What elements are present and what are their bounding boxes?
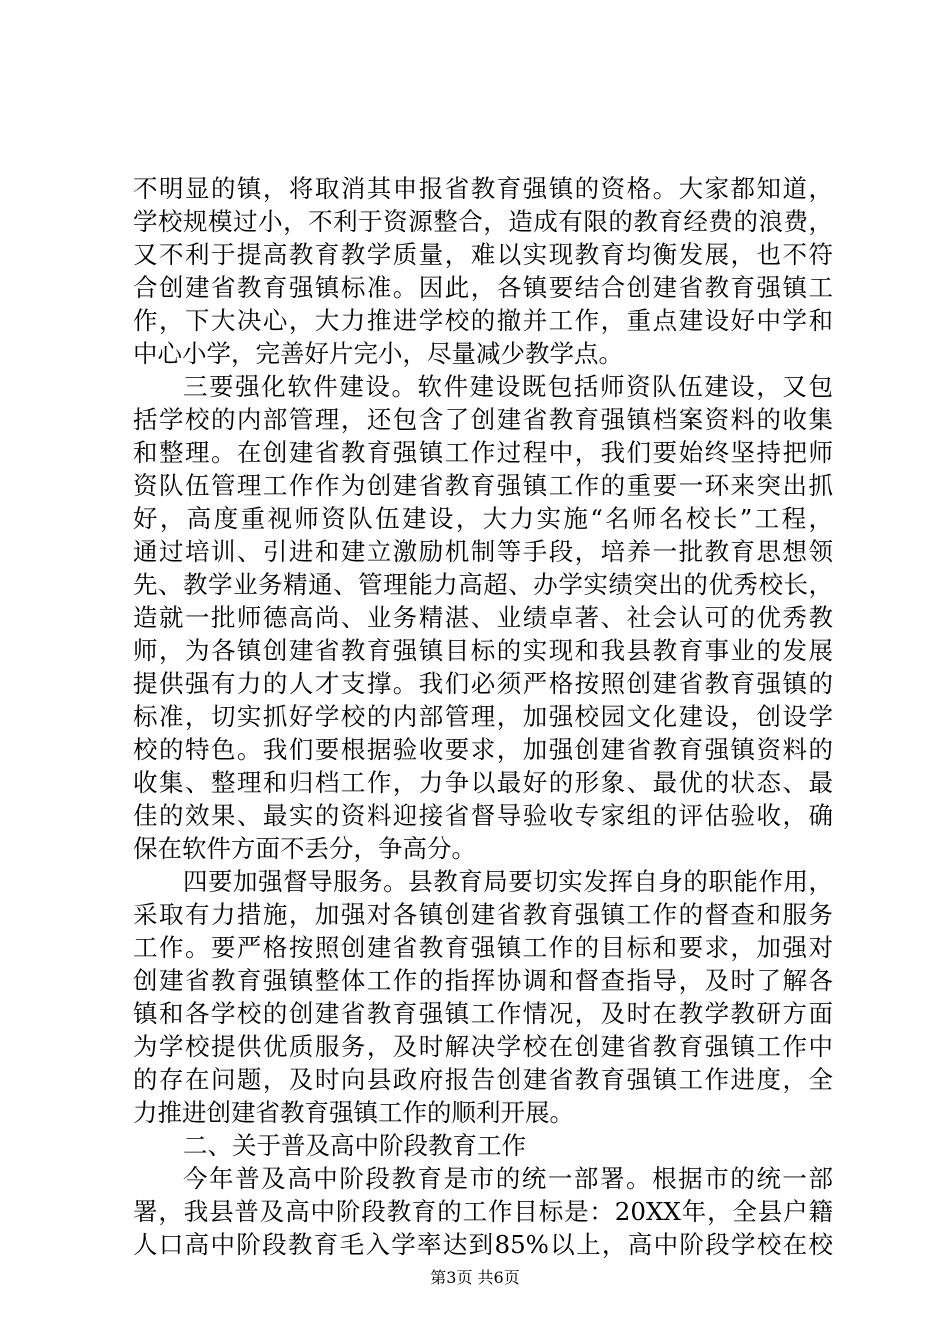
- text-line-19: 收集、整理和归档工作，力争以最好的形象、最优的状态、最: [133, 768, 833, 797]
- text-line-29: 力推进创建省教育强镇工作的顺利开展。: [133, 1098, 574, 1127]
- text-line-25: 创建省教育强镇整体工作的指挥协调和督查指导，及时了解各: [133, 966, 833, 995]
- text-line-27: 为学校提供优质服务，及时解决学校在创建省教育强镇工作中: [133, 1032, 833, 1061]
- text-line-33: 人口高中阶段教育毛入学率达到85%以上，高中阶段学校在校: [133, 1230, 833, 1259]
- text-line-3: 又不利于提高教育教学质量，难以实现教育均衡发展，也不符: [133, 240, 833, 269]
- text-line-21: 保在软件方面不丢分，争高分。: [133, 834, 476, 863]
- text-line-32: 署，我县普及高中阶段教育的工作目标是：20XX年，全县户籍: [133, 1197, 833, 1226]
- text-line-12: 通过培训、引进和建立激励机制等手段，培养一批教育思想领: [133, 537, 833, 566]
- page-number-footer: 第3页 共6页: [430, 1268, 520, 1287]
- text-line-8: 括学校的内部管理，还包含了创建省教育强镇档案资料的收集: [133, 405, 833, 434]
- text-line-23: 采取有力措施，加强对各镇创建省教育强镇工作的督查和服务: [133, 900, 833, 929]
- text-line-22: 四要加强督导服务。县教育局要切实发挥自身的职能作用，: [183, 867, 833, 896]
- text-line-10: 资队伍管理工作作为创建省教育强镇工作的重要一环来突出抓: [133, 471, 833, 500]
- text-line-11: 好，高度重视师资队伍建设，大力实施“名师名校长”工程，: [133, 504, 833, 533]
- text-line-28: 的存在问题，及时向县政府报告创建省教育强镇工作进度，全: [133, 1065, 833, 1094]
- text-line-2: 学校规模过小，不利于资源整合，造成有限的教育经费的浪费，: [133, 207, 833, 236]
- document-body: [133, 172, 833, 1261]
- text-line-6: 中心小学，完善好片完小，尽量减少教学点。: [133, 339, 623, 368]
- text-line-31: 今年普及高中阶段教育是市的统一部署。根据市的统一部: [183, 1164, 833, 1193]
- section-heading: 二、关于普及高中阶段教育工作: [183, 1131, 526, 1160]
- text-line-17: 标准，切实抓好学校的内部管理，加强校园文化建设，创设学: [133, 702, 833, 731]
- text-line-20: 佳的效果、最实的资料迎接省督导验收专家组的评估验收，确: [133, 801, 833, 830]
- text-line-16: 提供强有力的人才支撑。我们必须严格按照创建省教育强镇的: [133, 669, 833, 698]
- text-line-26: 镇和各学校的创建省教育强镇工作情况，及时在教学教研方面: [133, 999, 833, 1028]
- text-line-14: 造就一批师德高尚、业务精湛、业绩卓著、社会认可的优秀教: [133, 603, 833, 632]
- text-line-15: 师，为各镇创建省教育强镇目标的实现和我县教育事业的发展: [133, 636, 833, 665]
- text-line-18: 校的特色。我们要根据验收要求，加强创建省教育强镇资料的: [133, 735, 833, 764]
- text-line-4: 合创建省教育强镇标准。因此，各镇要结合创建省教育强镇工: [133, 273, 833, 302]
- text-line-5: 作，下大决心，大力推进学校的撤并工作，重点建设好中学和: [133, 306, 833, 335]
- text-line-13: 先、教学业务精通、管理能力高超、办学实绩突出的优秀校长，: [133, 570, 833, 599]
- text-line-7: 三要强化软件建设。软件建设既包括师资队伍建设，又包: [183, 372, 833, 401]
- text-line-1: 不明显的镇，将取消其申报省教育强镇的资格。大家都知道，: [133, 174, 833, 203]
- text-line-24: 工作。要严格按照创建省教育强镇工作的目标和要求，加强对: [133, 933, 833, 962]
- text-line-9: 和整理。在创建省教育强镇工作过程中，我们要始终坚持把师: [133, 438, 833, 467]
